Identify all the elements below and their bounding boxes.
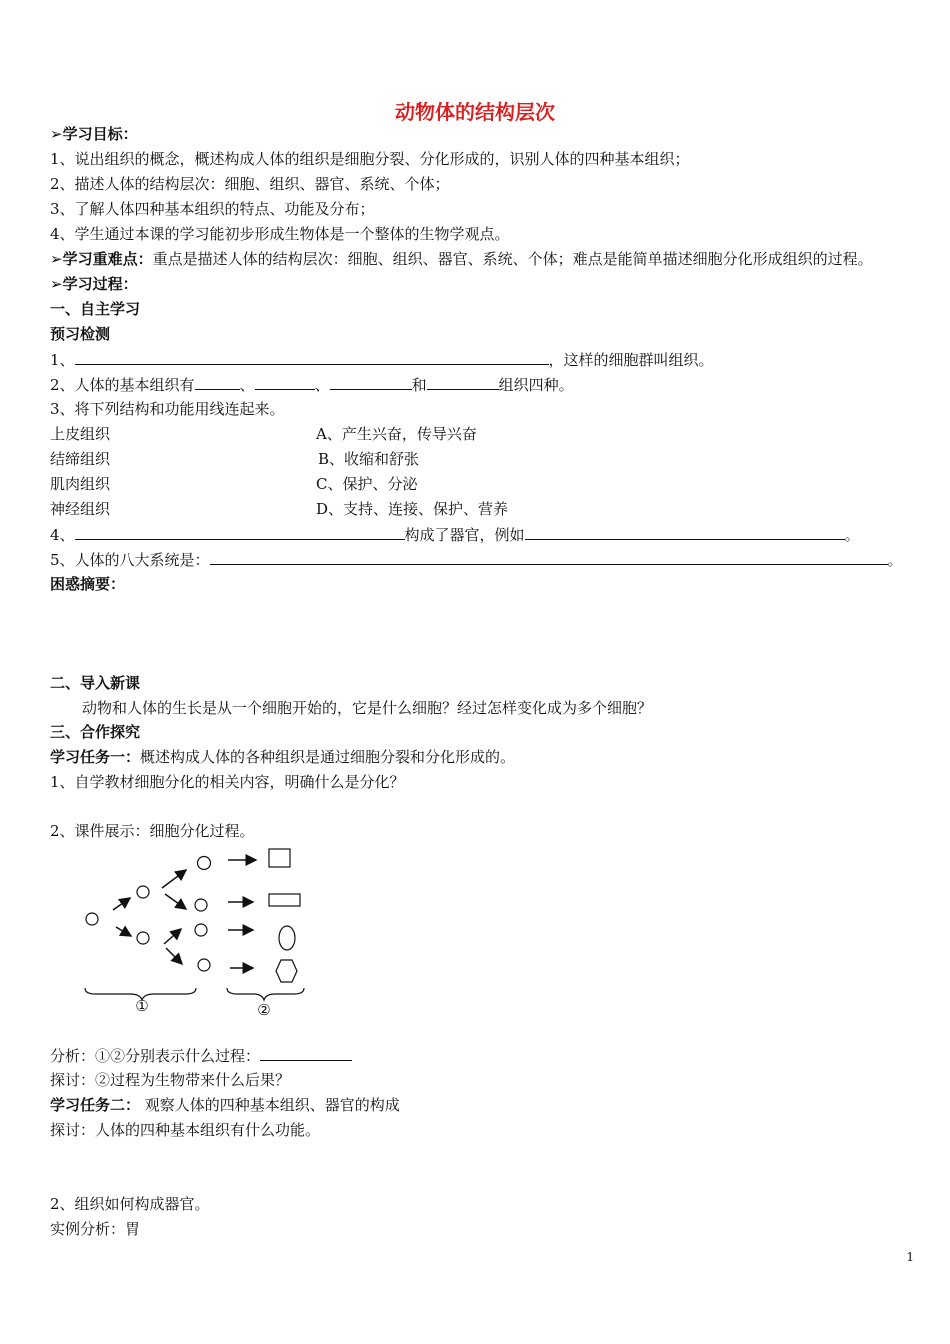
task1-label: 学习任务一： [50,748,141,766]
page-title: 动物体的结构层次 [395,100,555,124]
discuss-2: 探讨：人体的四种基本组织有什么功能。 [50,1121,321,1139]
function-b: B、收缩和舒张 [318,450,420,468]
analysis-text: 分析：①②分别表示什么过程： [50,1047,261,1065]
q1-prefix: 1、 [50,351,75,369]
function-c: C、保护、分泌 [316,475,418,493]
q2-prefix: 2、人体的基本组织有 [50,376,195,394]
cell-circle [137,886,149,898]
task1-text: 概述构成人体的各种组织是通过细胞分裂和分化形成的。 [140,748,516,766]
brace-2 [227,988,304,1000]
analysis-line [50,1045,352,1066]
section2-text: 动物和人体的生长是从一个细胞开始的，它是什么细胞？经过怎样变化成为多个细胞？ [82,699,653,717]
process-heading: ➢学习过程： [50,275,138,293]
tissue-nerve: 神经组织 [50,500,111,518]
cell-circle [195,899,207,911]
objectives-heading: ➢学习目标： [50,125,138,143]
arrow [165,894,186,909]
objective-3: 3、了解人体四种基本组织的特点、功能及分布； [50,200,375,218]
example-line: 实例分析：胃 [50,1220,141,1238]
label-2: ② [257,1001,271,1019]
tissue-epithelial: 上皮组织 [50,425,111,443]
section3-heading: 三、合作探究 [50,723,141,741]
cell-circle [198,959,210,971]
tissue-connective: 结缔组织 [50,450,111,468]
keypoints-heading: ➢学习重难点： [50,250,153,268]
discuss-1: 探讨：②过程为生物带来什么后果？ [50,1071,291,1089]
arrow [164,929,181,944]
analysis-blank[interactable] [260,1045,352,1061]
hexagon-cell [276,960,297,982]
q5-suffix: 。 [887,551,903,569]
task2-line [50,1095,400,1115]
q2-suffix: 组织四种。 [498,376,574,394]
q4-prefix: 4、 [50,526,75,544]
preview-heading: 预习检测 [50,325,111,343]
confusion-heading: 困惑摘要： [50,575,126,593]
tissue-muscle: 肌肉组织 [50,475,111,493]
arrow [116,927,131,936]
q2-sep-2: 、 [314,376,330,394]
question-organ: 2、组织如何构成器官。 [50,1195,210,1213]
q4-middle: 构成了器官，例如 [404,526,525,544]
arrow [113,898,130,910]
rect-cell [269,894,300,906]
task1-question-1: 1、自学教材细胞分化的相关内容，明确什么是分化？ [50,773,405,791]
objective-1: 1、说出组织的概念，概述构成人体的组织是细胞分裂、分化形成的，识别人体的四种基本组织； [50,150,690,168]
arrow [166,948,182,964]
function-a: A、产生兴奋，传导兴奋 [316,425,477,443]
section2-heading: 二、导入新课 [50,674,141,692]
page-number: 1 [906,1250,914,1264]
task2-label: 学习任务二： [50,1096,141,1114]
cell-circle [86,913,98,925]
section1-heading: 一、自主学习 [50,300,141,318]
q1-suffix: ，这样的细胞群叫组织。 [548,351,714,369]
cell-circle [137,932,149,944]
task2-text: 观察人体的四种基本组织、器官的构成 [144,1096,400,1114]
q2-sep-1: 、 [239,376,255,394]
question-3: 3、将下列结构和功能用线连起来。 [50,400,285,418]
arrow [162,870,186,888]
q4-suffix: 。 [844,526,860,544]
function-d: D、支持、连接、保护、营养 [316,500,509,518]
task1-question-2: 2、课件展示：细胞分化过程。 [50,822,255,840]
objective-4: 4、学生通过本课的学习能初步形成生物体是一个整体的生物学观点。 [50,225,510,243]
square-cell [269,849,290,867]
cell-circle [195,924,207,936]
q2-and: 和 [411,376,427,394]
label-1: ① [135,997,149,1015]
cell-circle [198,857,211,870]
objective-2: 2、描述人体的结构层次：细胞、组织、器官、系统、个体； [50,175,450,193]
oval-cell [279,926,295,950]
keypoints-text: 重点是描述人体的结构层次：细胞、组织、器官、系统、个体；难点是能简单描述细胞分化形成组织的过程。 [152,250,873,268]
q5-prefix: 5、人体的八大系统是： [50,551,210,569]
